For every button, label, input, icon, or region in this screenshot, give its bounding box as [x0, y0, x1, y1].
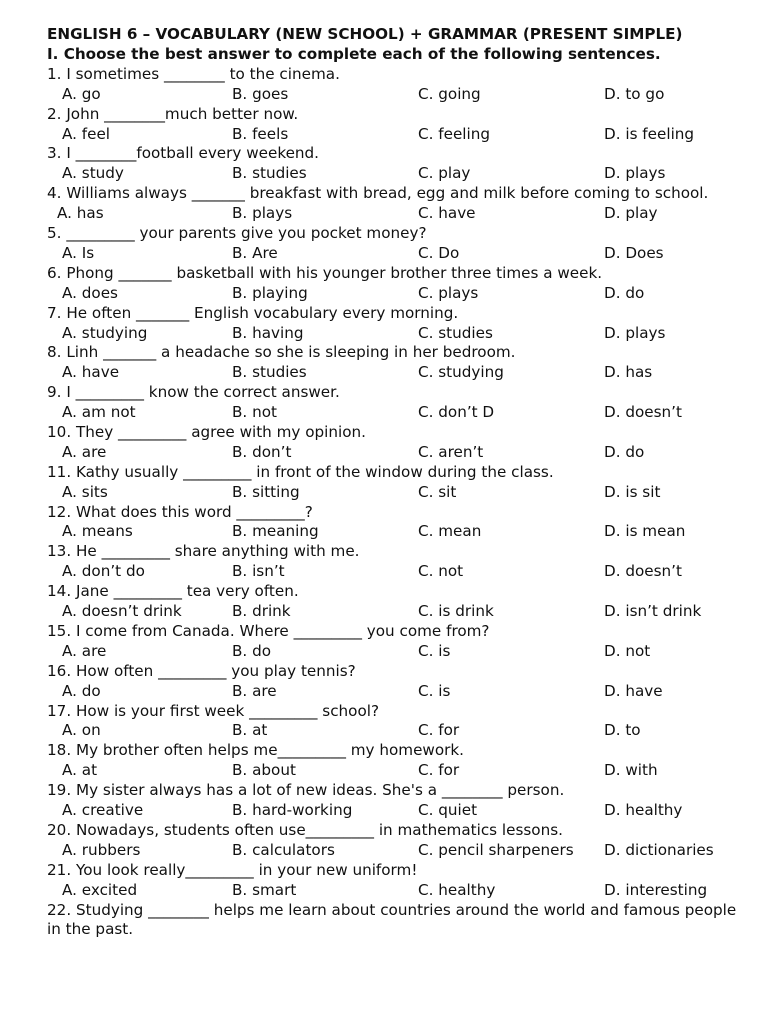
- answer-option-d[interactable]: D. is sit: [604, 482, 661, 501]
- answer-option-b[interactable]: B. isn’t: [232, 562, 285, 581]
- question-text: 3. I ________football every weekend.: [47, 144, 320, 163]
- answer-option-c[interactable]: C. not: [418, 562, 464, 581]
- question-text: 13. He _________ share anything with me.: [47, 542, 360, 561]
- question-item: [47, 304, 747, 344]
- question-text: 6. Phong _______ basketball with his younger brother three times a week.: [47, 263, 603, 282]
- answer-option-c[interactable]: C. Do: [418, 243, 460, 262]
- answer-option-b[interactable]: B. calculators: [232, 840, 335, 859]
- answer-option-a[interactable]: A. do: [62, 681, 101, 700]
- question-list: [47, 65, 747, 941]
- answer-option-a[interactable]: A. don’t do: [62, 562, 145, 581]
- answer-option-c[interactable]: C. studies: [418, 323, 493, 342]
- answer-option-d[interactable]: D. doesn’t: [604, 562, 682, 581]
- answer-option-c[interactable]: C. sit: [418, 482, 457, 501]
- question-item: [47, 463, 747, 503]
- answer-option-c[interactable]: C. play: [418, 164, 471, 183]
- answer-options: [47, 562, 747, 582]
- answer-option-d[interactable]: D. with: [604, 761, 658, 780]
- answer-option-d[interactable]: D. plays: [604, 323, 666, 342]
- question-item: [47, 144, 747, 184]
- answer-option-b[interactable]: B. at: [232, 721, 268, 740]
- question-item: [47, 105, 747, 145]
- answer-option-d[interactable]: D. is feeling: [604, 124, 695, 143]
- question-item: [47, 542, 747, 582]
- answer-option-d[interactable]: D. dictionaries: [604, 840, 714, 859]
- question-text: 18. My brother often helps me_________ my homework.: [47, 741, 464, 760]
- answer-option-b[interactable]: B. hard-working: [232, 801, 353, 820]
- answer-option-c[interactable]: C. quiet: [418, 801, 478, 820]
- answer-option-a[interactable]: A. are: [62, 442, 107, 461]
- answer-option-d[interactable]: D. have: [604, 681, 663, 700]
- answer-option-d[interactable]: D. healthy: [604, 801, 683, 820]
- question-item: [47, 622, 747, 662]
- answer-option-b[interactable]: B. do: [232, 641, 272, 660]
- answer-options: [47, 164, 747, 184]
- question-text: 4. Williams always _______ breakfast with bread, egg and milk before coming to school.: [47, 184, 709, 203]
- answer-option-b[interactable]: B. sitting: [232, 482, 300, 501]
- answer-option-a[interactable]: A. doesn’t drink: [62, 602, 182, 621]
- answer-options: [47, 363, 747, 383]
- answer-options: [47, 324, 747, 344]
- answer-option-c[interactable]: C. plays: [418, 283, 479, 302]
- answer-options: [47, 284, 747, 304]
- answer-options: [47, 602, 747, 622]
- question-item: [47, 423, 747, 463]
- question-item: [47, 901, 747, 941]
- answer-options: [47, 642, 747, 662]
- question-item: [47, 224, 747, 264]
- answer-option-a[interactable]: A. rubbers: [62, 840, 141, 859]
- answer-option-c[interactable]: C. is: [418, 681, 451, 700]
- question-item: [47, 702, 747, 742]
- question-item: [47, 741, 747, 781]
- answer-option-d[interactable]: D. is mean: [604, 522, 686, 541]
- answer-option-c[interactable]: C. studying: [418, 363, 504, 382]
- answer-options: [47, 483, 747, 503]
- question-text: 11. Kathy usually _________ in front of the window during the class.: [47, 462, 554, 481]
- answer-options: [47, 125, 747, 145]
- section-heading: I. Choose the best answer to complete each of the following sentences.: [47, 44, 661, 63]
- answer-option-d[interactable]: D. isn’t drink: [604, 602, 702, 621]
- answer-options: [47, 721, 747, 741]
- answer-option-b[interactable]: B. smart: [232, 880, 297, 899]
- answer-option-c[interactable]: C. have: [418, 204, 476, 223]
- answer-option-b[interactable]: B. playing: [232, 283, 308, 302]
- answer-option-c[interactable]: C. aren’t: [418, 442, 484, 461]
- question-text: 21. You look really_________ in your new uniform!: [47, 860, 418, 879]
- question-text: 1. I sometimes ________ to the cinema.: [47, 64, 340, 83]
- question-item: [47, 184, 747, 224]
- answer-option-b[interactable]: B. studies: [232, 164, 307, 183]
- answer-option-b[interactable]: B. studies: [232, 363, 307, 382]
- answer-option-b[interactable]: B. plays: [232, 204, 293, 223]
- answer-option-d[interactable]: D. interesting: [604, 880, 708, 899]
- answer-option-c[interactable]: C. feeling: [418, 124, 490, 143]
- answer-option-a[interactable]: A. creative: [62, 801, 144, 820]
- answer-option-b[interactable]: B. feels: [232, 124, 289, 143]
- answer-option-d[interactable]: D. doesn’t: [604, 403, 682, 422]
- answer-option-a[interactable]: A. at: [62, 761, 98, 780]
- answer-option-b[interactable]: B. not: [232, 403, 277, 422]
- question-item: [47, 861, 747, 901]
- answer-option-b[interactable]: B. about: [232, 761, 296, 780]
- answer-option-a[interactable]: A. go: [62, 84, 101, 103]
- answer-option-b[interactable]: B. don’t: [232, 442, 292, 461]
- question-item: [47, 781, 747, 821]
- answer-options: [47, 403, 747, 423]
- answer-option-d[interactable]: D. not: [604, 641, 651, 660]
- question-text: 10. They _________ agree with my opinion.: [47, 422, 366, 441]
- answer-option-c[interactable]: C. is drink: [418, 602, 494, 621]
- answer-options: [47, 682, 747, 702]
- worksheet: [47, 25, 747, 940]
- answer-option-d[interactable]: D. has: [604, 363, 653, 382]
- answer-options: [47, 522, 747, 542]
- answer-option-a[interactable]: A. on: [62, 721, 101, 740]
- answer-option-d[interactable]: D. do: [604, 442, 645, 461]
- question-item: [47, 503, 747, 543]
- answer-options: [47, 841, 747, 861]
- answer-option-d[interactable]: D. Does: [604, 243, 664, 262]
- answer-option-c[interactable]: C. for: [418, 721, 460, 740]
- answer-option-a[interactable]: A. excited: [62, 880, 138, 899]
- question-item: [47, 582, 747, 622]
- question-item: [47, 264, 747, 304]
- answer-option-b[interactable]: B. Are: [232, 243, 278, 262]
- answer-option-a[interactable]: A. study: [62, 164, 124, 183]
- question-text: 19. My sister always has a lot of new ideas. She's a ________ person.: [47, 781, 565, 800]
- answer-option-a[interactable]: A. are: [62, 641, 107, 660]
- answer-option-d[interactable]: D. play: [604, 204, 658, 223]
- question-text: 7. He often _______ English vocabulary every morning.: [47, 303, 459, 322]
- answer-option-a[interactable]: A. Is: [62, 243, 95, 262]
- answer-option-c[interactable]: C. mean: [418, 522, 482, 541]
- answer-option-b[interactable]: B. having: [232, 323, 304, 342]
- question-text: 15. I come from Canada. Where _________ you come from?: [47, 621, 490, 640]
- answer-option-a[interactable]: A. feel: [62, 124, 111, 143]
- answer-option-b[interactable]: B. are: [232, 681, 277, 700]
- question-item: [47, 821, 747, 861]
- answer-option-a[interactable]: A. sits: [62, 482, 108, 501]
- question-text: 9. I _________ know the correct answer.: [47, 383, 340, 402]
- answer-options: [47, 244, 747, 264]
- answer-option-c[interactable]: C. going: [418, 84, 481, 103]
- question-text: 14. Jane _________ tea very often.: [47, 582, 299, 601]
- answer-option-c[interactable]: C. for: [418, 761, 460, 780]
- answer-option-d[interactable]: D. to go: [604, 84, 665, 103]
- question-item: [47, 343, 747, 383]
- answer-option-a[interactable]: A. does: [62, 283, 118, 302]
- answer-option-a[interactable]: A. has: [57, 204, 104, 223]
- question-text: 5. _________ your parents give you pocket money?: [47, 224, 427, 242]
- answer-option-d[interactable]: D. do: [604, 283, 645, 302]
- question-text: 17. How is your first week _________ school?: [47, 701, 380, 720]
- question-item: [47, 65, 747, 105]
- answer-options: [47, 85, 747, 105]
- answer-option-c[interactable]: C. don’t D: [418, 403, 495, 422]
- answer-options: [47, 443, 747, 463]
- question-item: [47, 383, 747, 423]
- answer-option-b[interactable]: B. meaning: [232, 522, 319, 541]
- answer-option-d[interactable]: D. plays: [604, 164, 666, 183]
- answer-option-c[interactable]: C. healthy: [418, 880, 496, 899]
- answer-option-b[interactable]: B. drink: [232, 602, 291, 621]
- worksheet-title: ENGLISH 6 – VOCABULARY (NEW SCHOOL) + GRAMMAR (PRESENT SIMPLE): [47, 25, 683, 43]
- answer-options: [47, 204, 747, 224]
- answer-options: [47, 881, 747, 901]
- answer-option-a[interactable]: A. means: [62, 522, 133, 541]
- answer-option-b[interactable]: B. goes: [232, 84, 289, 103]
- answer-options: [47, 801, 747, 821]
- answer-option-a[interactable]: A. studying: [62, 323, 148, 342]
- question-text: 22. Studying ________ helps me learn about countries around the world and famous people in the past.: [47, 900, 737, 939]
- question-text: 8. Linh _______ a headache so she is sleeping in her bedroom.: [47, 343, 516, 362]
- question-item: [47, 662, 747, 702]
- answer-option-c[interactable]: C. pencil sharpeners: [418, 840, 574, 859]
- answer-option-d[interactable]: D. to: [604, 721, 641, 740]
- answer-option-a[interactable]: A. am not: [62, 403, 136, 422]
- answer-option-c[interactable]: C. is: [418, 641, 451, 660]
- question-text: 12. What does this word _________?: [47, 502, 313, 521]
- question-text: 2. John ________much better now.: [47, 104, 299, 123]
- answer-options: [47, 761, 747, 781]
- answer-option-a[interactable]: A. have: [62, 363, 120, 382]
- question-text: 16. How often _________ you play tennis?: [47, 661, 356, 680]
- question-text: 20. Nowadays, students often use_________ in mathematics lessons.: [47, 820, 563, 839]
